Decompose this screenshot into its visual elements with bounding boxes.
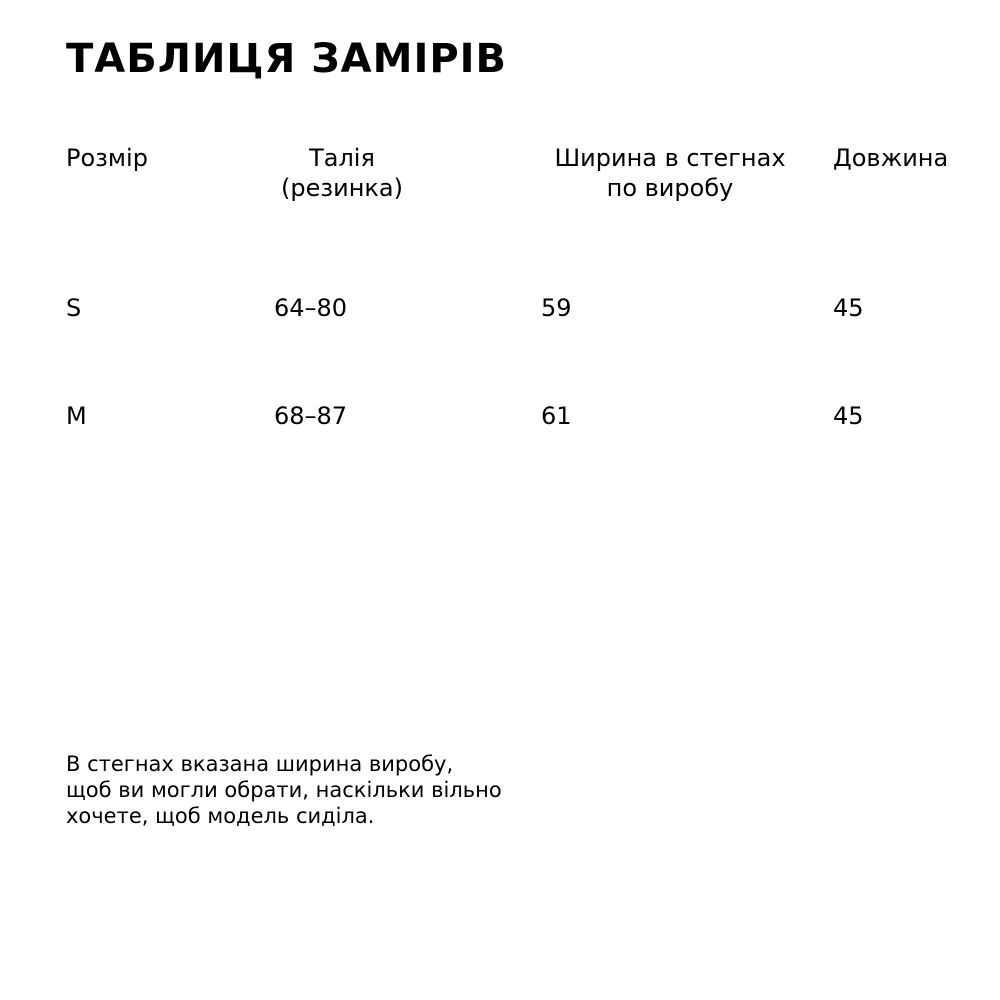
fit-note-line1: В стегнах вказана ширина виробу, (66, 752, 454, 776)
row-m-hips: 61 (541, 402, 572, 430)
row-m-length: 45 (833, 402, 864, 430)
row-m-size: M (66, 402, 87, 430)
header-hips-line2: по виробу (606, 174, 734, 202)
row-s-hips: 59 (541, 294, 572, 322)
fit-note-line2: щоб ви могли обрати, наскільки вільно (66, 778, 502, 802)
header-waist-line2: (резинка) (281, 174, 403, 202)
fit-note (66, 751, 502, 829)
header-hips (541, 143, 799, 203)
fit-note-line3: хочете, щоб модель сиділа. (66, 804, 375, 828)
row-s-length: 45 (833, 294, 864, 322)
page-title: ТАБЛИЦЯ ЗАМІРІВ (66, 36, 508, 82)
header-waist-line1: Талія (309, 144, 375, 172)
header-length: Довжина (833, 144, 949, 172)
row-s-size: S (66, 294, 82, 322)
header-size: Розмір (66, 144, 148, 172)
header-waist (274, 143, 410, 203)
row-m-waist: 68–87 (274, 402, 348, 430)
row-s-waist: 64–80 (274, 294, 348, 322)
header-hips-line1: Ширина в стегнах (554, 144, 786, 172)
